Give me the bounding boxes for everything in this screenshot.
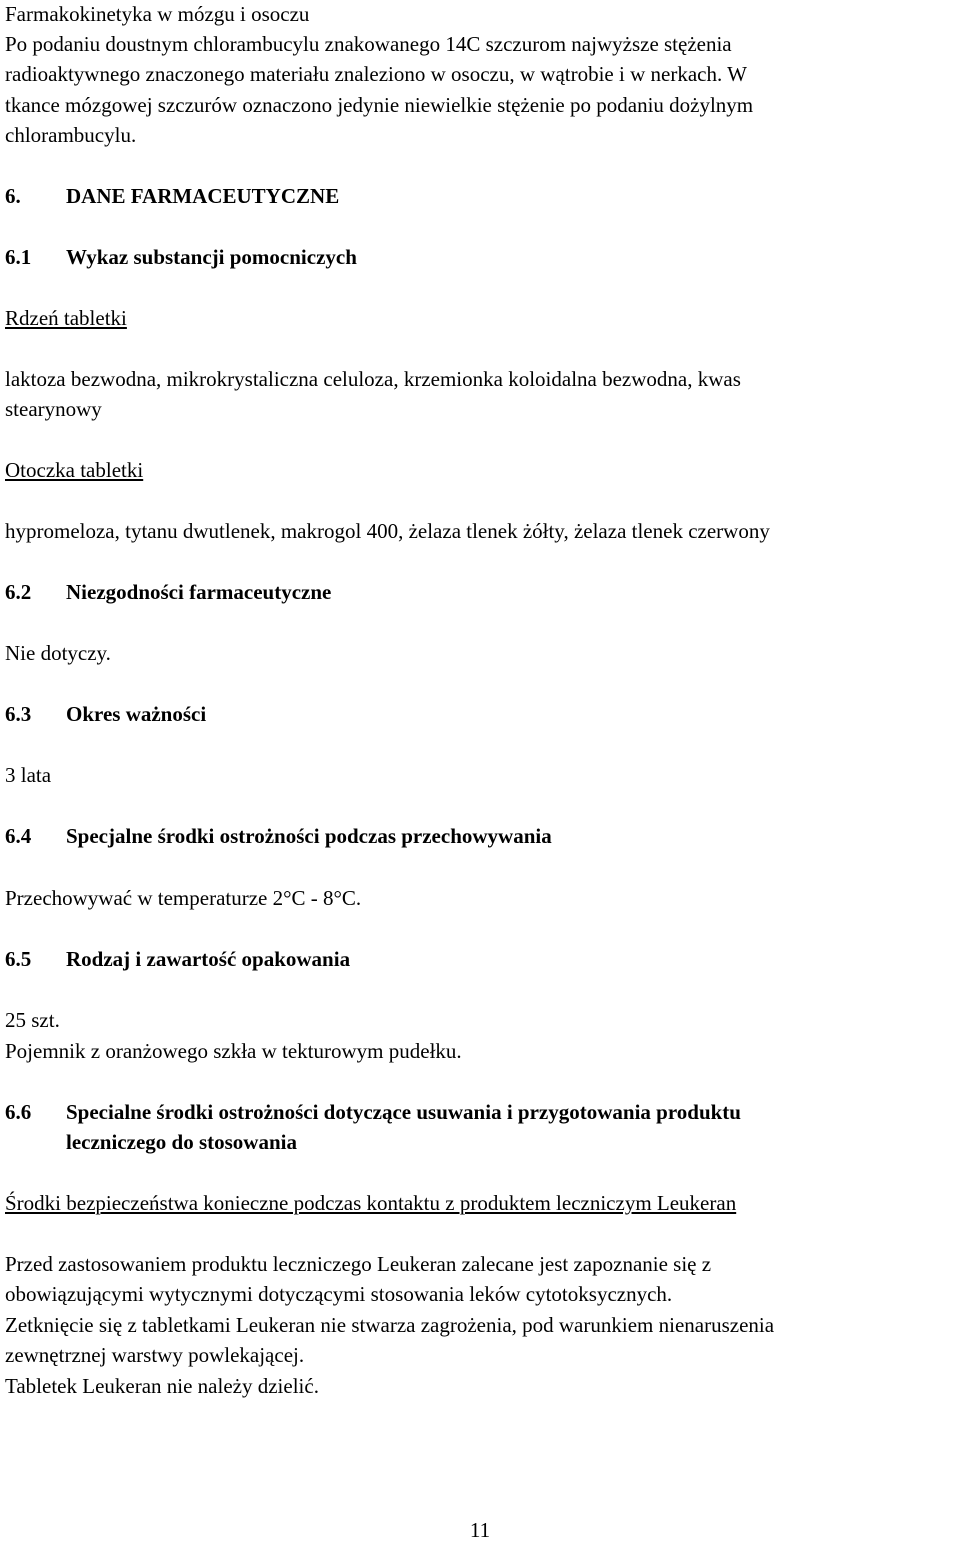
section-6-1-heading (5, 243, 357, 271)
safety-line: Tabletek Leukeran nie należy dzielić. (5, 1374, 319, 1398)
section-6-4-heading (5, 822, 552, 850)
section-number: 6.2 (5, 580, 32, 604)
section-title: Okres ważności (66, 702, 207, 726)
section-6-3-text: 3 lata (5, 763, 52, 787)
section-6-4-text: Przechowywać w temperaturze 2°C - 8°C. (5, 886, 362, 910)
safety-line: obowiązującymi wytycznymi dotyczącymi stosowania leków cytotoksycznych. (5, 1282, 673, 1306)
section-number: 6.1 (5, 245, 32, 269)
section-title: Niezgodności farmaceutyczne (66, 580, 332, 604)
section-title: DANE FARMACEUTYCZNE (66, 184, 340, 208)
page-number: 11 (469, 1518, 491, 1542)
safety-line: Przed zastosowaniem produktu leczniczego Leukeran zalecane jest zapoznanie się z (5, 1252, 712, 1276)
pk-line: chlorambucylu. (5, 123, 137, 147)
section-title-continuation: leczniczego do stosowania (66, 1130, 297, 1154)
section-6-2-heading (5, 578, 331, 606)
section-number: 6.3 (5, 702, 32, 726)
section-6-heading (5, 182, 339, 210)
safety-heading: Środki bezpieczeństwa konieczne podczas kontaktu z produktem leczniczym Leukeran (5, 1191, 737, 1215)
core-line: laktoza bezwodna, mikrokrystaliczna celuloza, krzemionka koloidalna bezwodna, kwas (5, 367, 741, 391)
section-6-5-heading (5, 945, 350, 973)
package-line: Pojemnik z oranżowego szkła w tekturowym pudełku. (5, 1039, 462, 1063)
safety-line: zewnętrznej warstwy powlekającej. (5, 1343, 305, 1367)
section-number: 6.5 (5, 947, 32, 971)
core-heading: Rdzeń tabletki (5, 306, 127, 330)
safety-line: Zetknięcie się z tabletkami Leukeran nie stwarza zagrożenia, pod warunkiem nienaruszenia (5, 1313, 775, 1337)
section-title: Specialne środki ostrożności dotyczące usuwania i przygotowania produktu (66, 1100, 741, 1124)
section-6-6-heading (5, 1098, 741, 1126)
package-line: 25 szt. (5, 1008, 60, 1032)
pk-line: tkance mózgowej szczurów oznaczono jedynie niewielkie stężenie po podaniu dożylnym (5, 93, 754, 117)
section-number: 6. (5, 184, 21, 208)
section-number: 6.6 (5, 1100, 32, 1124)
section-title: Specjalne środki ostrożności podczas przechowywania (66, 824, 552, 848)
section-6-3-heading (5, 700, 206, 728)
section-number: 6.4 (5, 824, 32, 848)
coating-line: hypromeloza, tytanu dwutlenek, makrogol 400, żelaza tlenek żółty, żelaza tlenek czerwony (5, 519, 770, 543)
pk-title: Farmakokinetyka w mózgu i osoczu (5, 2, 310, 26)
pk-line: Po podaniu doustnym chlorambucylu znakowanego 14C szczurom najwyższe stężenia (5, 32, 732, 56)
section-title: Rodzaj i zawartość opakowania (66, 947, 351, 971)
section-6-2-text: Nie dotyczy. (5, 641, 111, 665)
core-line: stearynowy (5, 397, 102, 421)
section-title: Wykaz substancji pomocniczych (66, 245, 357, 269)
coating-heading: Otoczka tabletki (5, 458, 144, 482)
pk-line: radioaktywnego znaczonego materiału znaleziono w osoczu, w wątrobie i w nerkach. W (5, 62, 747, 86)
